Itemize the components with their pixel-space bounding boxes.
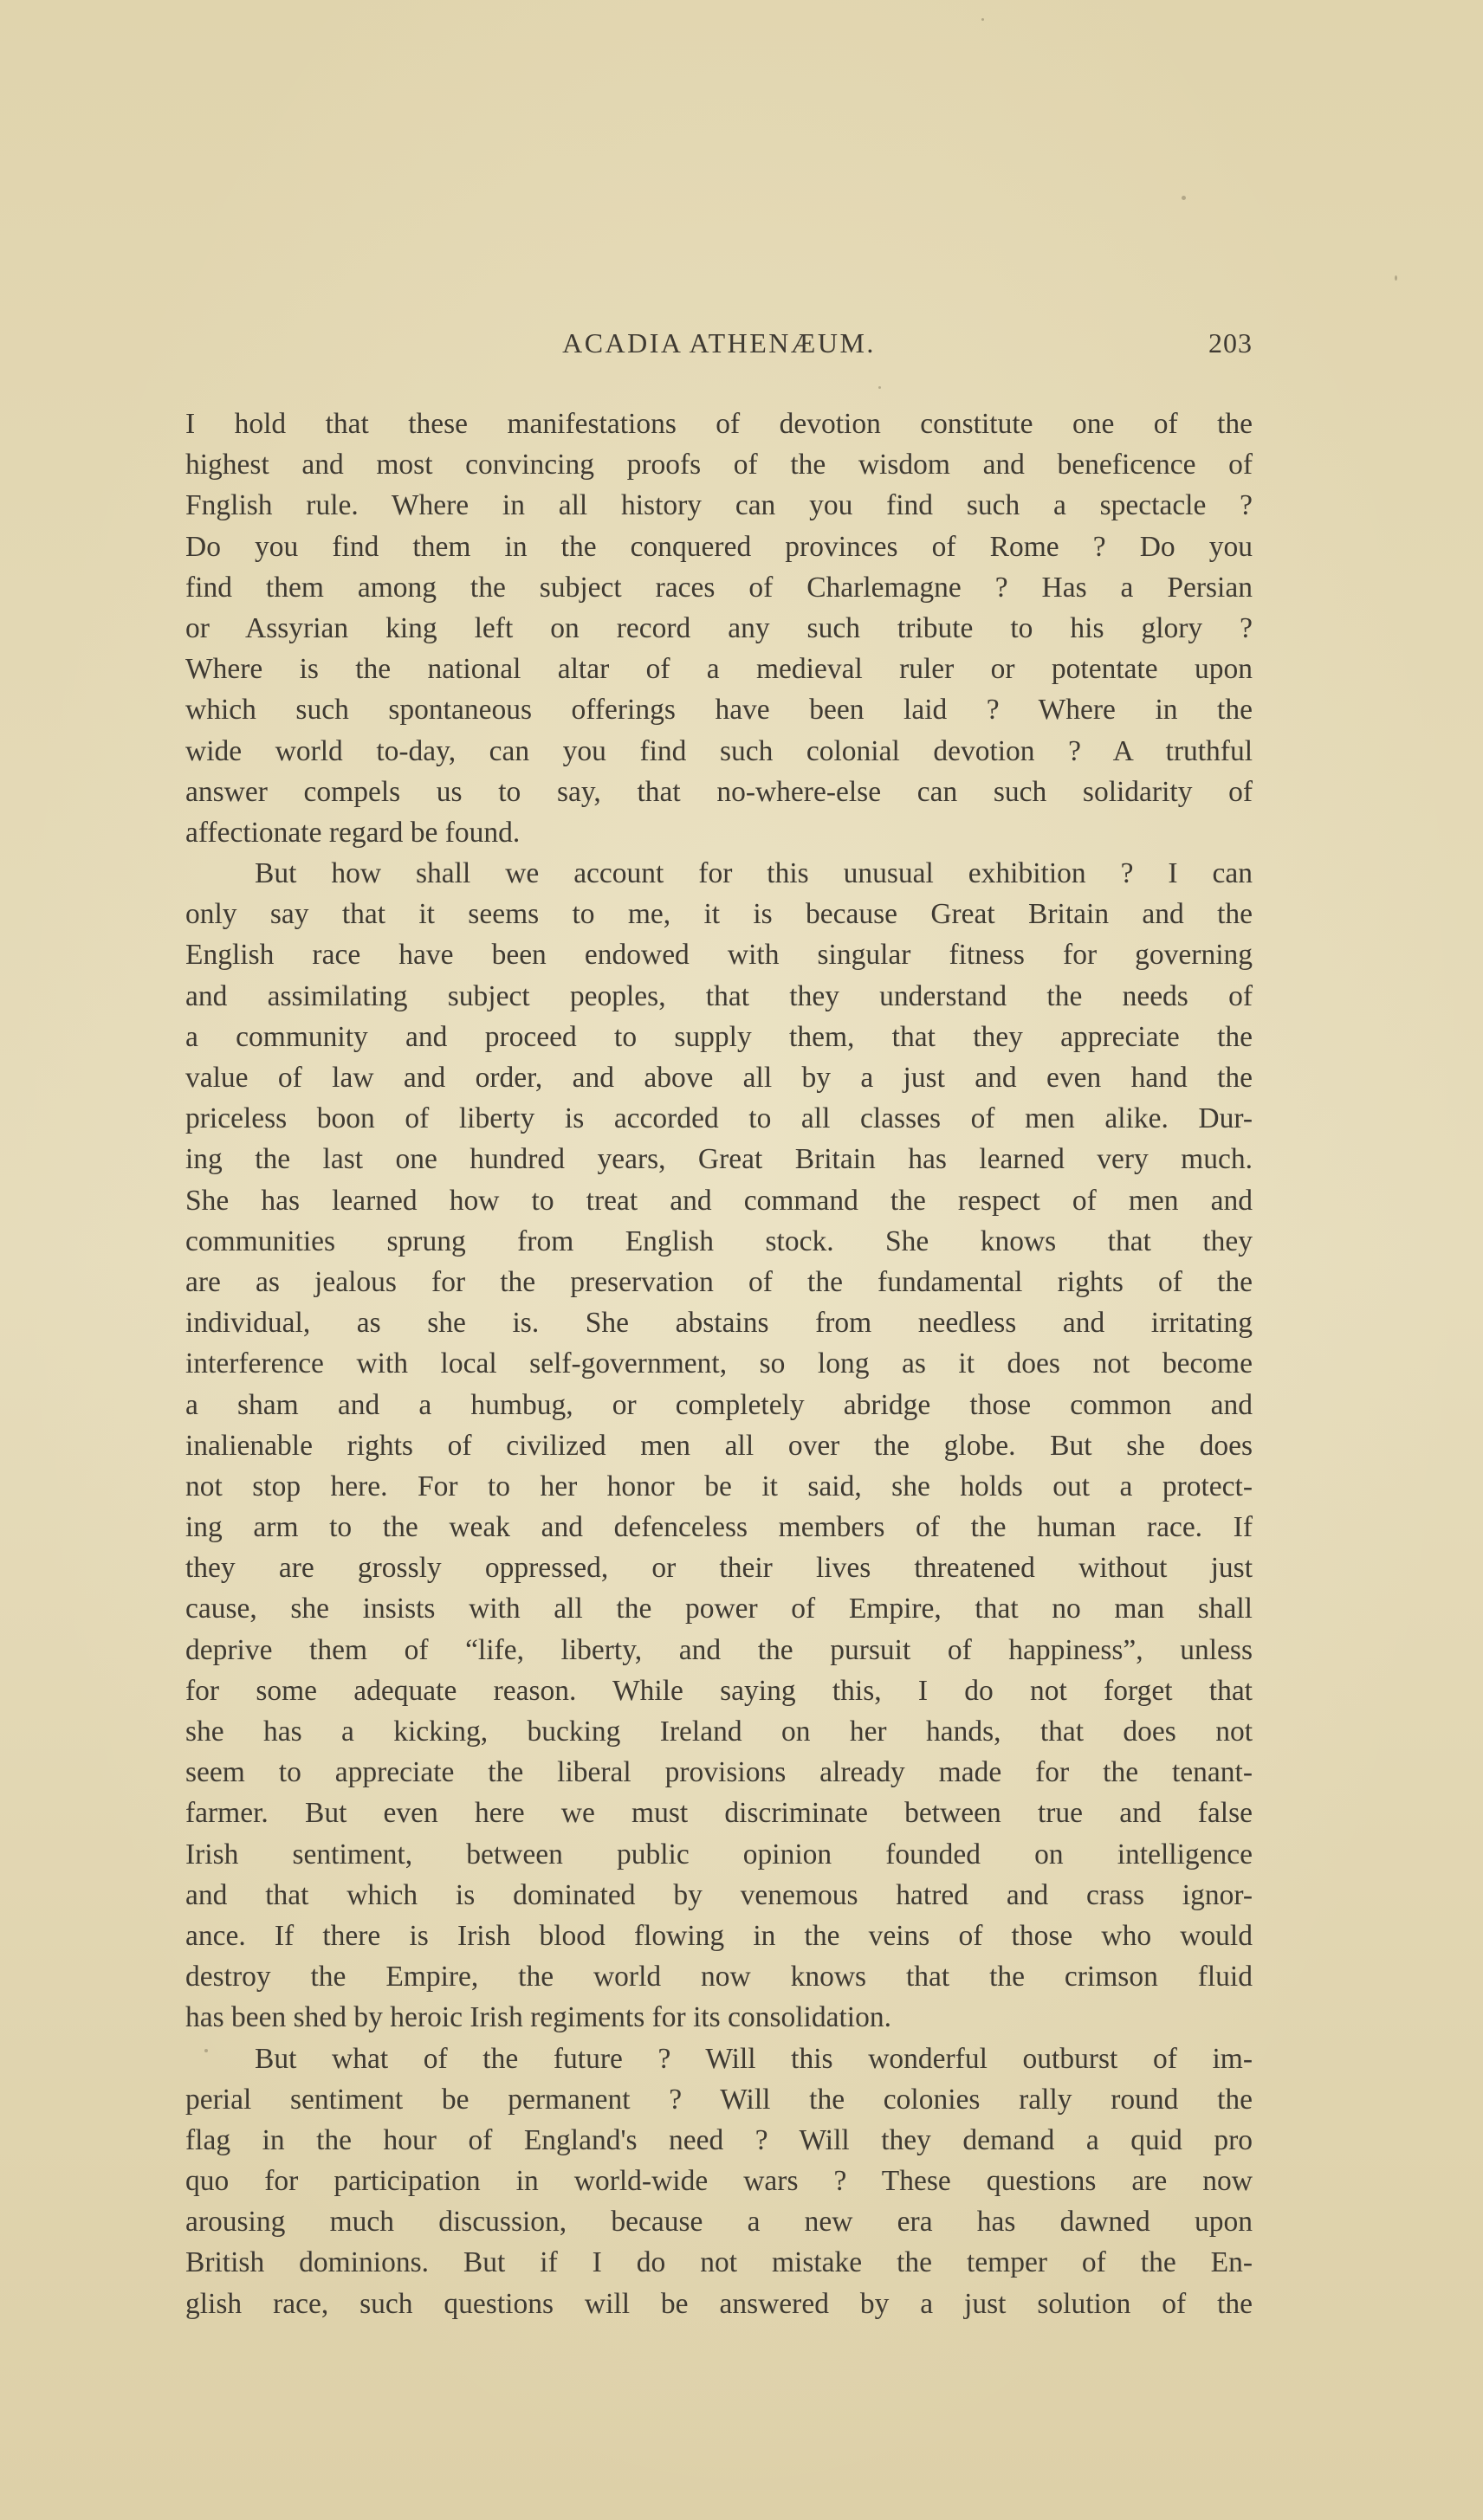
text-line: farmer. But even here we must discriminate between true and false bbox=[185, 1797, 1253, 1830]
text-line: and assimilating subject peoples, that they understand the needs of bbox=[185, 979, 1253, 1012]
text-line: arousing much discussion, because a new era has dawned upon bbox=[185, 2206, 1253, 2239]
text-line: or Assyrian king left on record any such tribute to his glory ? bbox=[185, 611, 1253, 644]
text-line: glish race, such questions will be answered by a just solution of the bbox=[185, 2287, 1253, 2320]
text-line: destroy the Empire, the world now knows that the crimson fluid bbox=[185, 1961, 1253, 1993]
text-line: interference with local self-government, so long as it does not become bbox=[185, 1347, 1253, 1380]
text-line: she has a kicking, bucking Ireland on her hands, that does not bbox=[185, 1716, 1253, 1748]
text-line: are as jealous for the preservation of the fundamental rights of the bbox=[185, 1265, 1253, 1298]
text-line: value of law and order, and above all by a just and even hand the bbox=[185, 1062, 1253, 1094]
text-line: deprive them of “life, liberty, and the pursuit of happiness”, unless bbox=[185, 1633, 1253, 1666]
text-line: cause, she insists with all the power of Empire, that no man shall bbox=[185, 1593, 1253, 1625]
text-line: ance. If there is Irish blood flowing in the veins of those who would bbox=[185, 1919, 1253, 1952]
page-number: 203 bbox=[1208, 327, 1253, 359]
paper-speck bbox=[204, 2049, 208, 2052]
text-line: a community and proceed to supply them, that they appreciate the bbox=[185, 1020, 1253, 1053]
text-line: communities sprung from English stock. She knows that they bbox=[185, 1224, 1253, 1257]
text-line: only say that it seems to me, it is because Great Britain and the bbox=[185, 898, 1253, 931]
text-line: Fnglish rule. Where in all history can you find such a spectacle ? bbox=[185, 489, 1253, 522]
text-line: which such spontaneous offerings have been laid ? Where in the bbox=[185, 694, 1253, 727]
paper-speck bbox=[1395, 275, 1397, 281]
text-line: ing arm to the weak and defenceless members of the human race. If bbox=[185, 1511, 1253, 1544]
body-text bbox=[185, 404, 1253, 2324]
running-head bbox=[185, 327, 1253, 365]
text-line: has been shed by heroic Irish regiments for its consolidation. bbox=[185, 2001, 891, 2034]
text-line: affectionate regard be found. bbox=[185, 816, 521, 849]
text-line: answer compels us to say, that no-where-else can such solidarity of bbox=[185, 775, 1253, 808]
text-line: ing the last one hundred years, Great Britain has learned very much. bbox=[185, 1143, 1253, 1176]
text-line: But what of the future ? Will this wonderful outburst of im- bbox=[255, 2042, 1253, 2075]
text-line: British dominions. But if I do not mistake the temper of the En- bbox=[185, 2246, 1253, 2279]
paper-speck bbox=[878, 386, 881, 389]
text-line: wide world to-day, can you find such colonial devotion ? A truthful bbox=[185, 734, 1253, 767]
text-line: they are grossly oppressed, or their lives threatened without just bbox=[185, 1552, 1253, 1585]
text-line: priceless boon of liberty is accorded to all classes of men alike. Dur- bbox=[185, 1102, 1253, 1135]
text-line: and that which is dominated by venemous hatred and crass ignor- bbox=[185, 1878, 1253, 1911]
text-line: not stop here. For to her honor be it said, she holds out a protect- bbox=[185, 1470, 1253, 1502]
text-line: English race have been endowed with singular fitness for governing bbox=[185, 939, 1253, 972]
text-line: She has learned how to treat and command the respect of men and bbox=[185, 1184, 1253, 1217]
text-line: inalienable rights of civilized men all over the globe. But she does bbox=[185, 1429, 1253, 1462]
text-line: seem to appreciate the liberal provisions already made for the tenant- bbox=[185, 1756, 1253, 1789]
text-line: Where is the national altar of a medieval ruler or potentate upon bbox=[185, 653, 1253, 686]
text-line: perial sentiment be permanent ? Will the colonies rally round the bbox=[185, 2083, 1253, 2116]
text-line: quo for participation in world-wide wars ? These questions are now bbox=[185, 2165, 1253, 2198]
text-line: highest and most convincing proofs of the wisdom and beneficence of bbox=[185, 449, 1253, 481]
text-line: a sham and a humbug, or completely abridge those common and bbox=[185, 1388, 1253, 1421]
text-line: find them among the subject races of Charlemagne ? Has a Persian bbox=[185, 571, 1253, 604]
paper-speck bbox=[981, 18, 984, 21]
text-line: for some adequate reason. While saying this, I do not forget that bbox=[185, 1674, 1253, 1707]
text-line: flag in the hour of England's need ? Will they demand a quid pro bbox=[185, 2123, 1253, 2156]
paper-speck bbox=[1182, 196, 1186, 200]
text-line: Irish sentiment, between public opinion founded on intelligence bbox=[185, 1838, 1253, 1871]
text-line: I hold that these manifestations of devotion constitute one of the bbox=[185, 408, 1253, 440]
text-line: individual, as she is. She abstains from needless and irritating bbox=[185, 1307, 1253, 1340]
text-line: But how shall we account for this unusual exhibition ? I can bbox=[255, 857, 1253, 890]
running-title: ACADIA ATHENÆUM. bbox=[562, 327, 876, 359]
text-line: Do you find them in the conquered provinces of Rome ? Do you bbox=[185, 530, 1253, 563]
